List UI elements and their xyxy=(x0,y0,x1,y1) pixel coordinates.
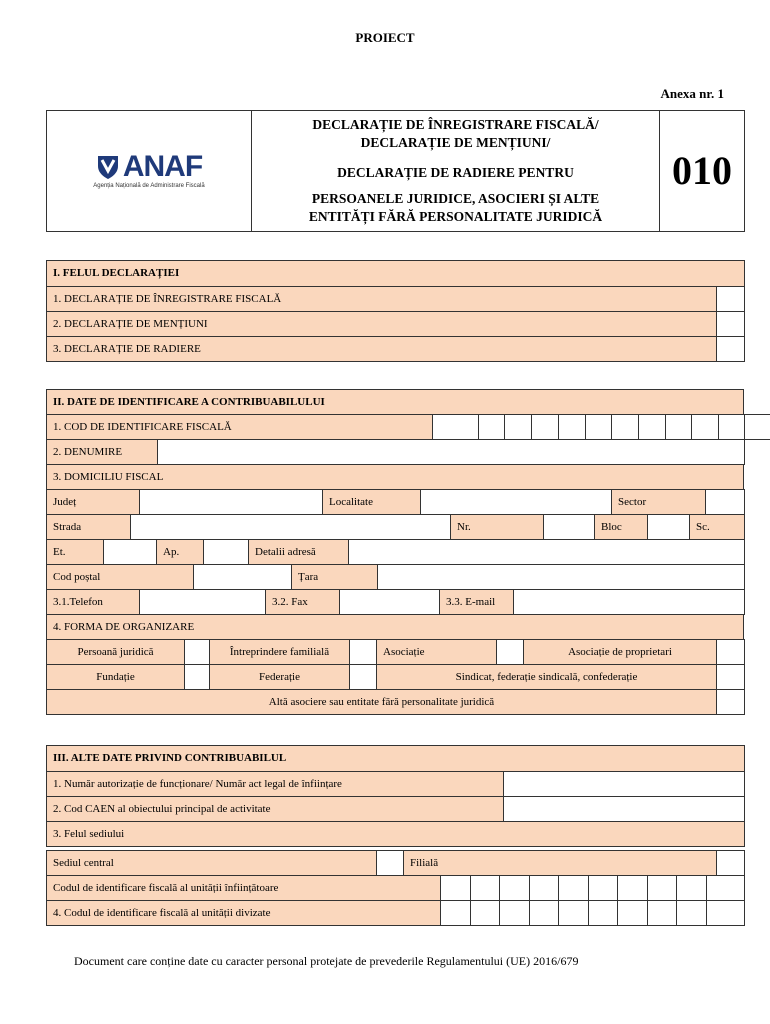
section-title: III. ALTE DATE PRIVIND CONTRIBUABILUL xyxy=(47,746,745,772)
detalii-input[interactable] xyxy=(349,540,745,565)
checkbox-mentiuni[interactable] xyxy=(717,312,745,337)
option-label: Federație xyxy=(210,665,350,690)
declaration-header xyxy=(46,110,745,232)
checkbox-sindicat[interactable] xyxy=(717,665,745,690)
cif-digit-input[interactable] xyxy=(666,415,692,440)
anaf-logo xyxy=(53,152,245,190)
cif-digit-input[interactable] xyxy=(648,876,677,901)
cif-digit-input[interactable] xyxy=(745,415,770,440)
cif-digit-input[interactable] xyxy=(441,901,471,926)
field-label: 3.2. Fax xyxy=(266,590,340,615)
section-other-data xyxy=(46,745,745,847)
judet-input[interactable] xyxy=(140,490,323,515)
cod-postal-input[interactable] xyxy=(194,565,292,590)
email-input[interactable] xyxy=(514,590,745,615)
cif-digit-input[interactable] xyxy=(677,901,707,926)
field-label: 2. Cod CAEN al obiectului principal de activitate xyxy=(47,797,504,822)
cif-digit-input[interactable] xyxy=(719,415,745,440)
checkbox-sediu-central[interactable] xyxy=(377,851,404,876)
postal-row xyxy=(46,564,745,590)
checkbox-fundatie[interactable] xyxy=(185,665,210,690)
cif-digit-input[interactable] xyxy=(648,901,677,926)
cif-digit-input[interactable] xyxy=(530,901,559,926)
ap-input[interactable] xyxy=(204,540,249,565)
field-label: 1. COD DE IDENTIFICARE FISCALĂ xyxy=(47,415,433,440)
divided-unit-row xyxy=(46,900,745,926)
section-title: II. DATE DE IDENTIFICARE A CONTRIBUABILULUI xyxy=(47,390,744,416)
localitate-input[interactable] xyxy=(421,490,612,515)
cif-digit-input[interactable] xyxy=(586,415,612,440)
logo-subtitle: Agenția Națională de Administrare Fiscală xyxy=(93,183,205,190)
checkbox-asociatie[interactable] xyxy=(497,640,524,665)
cif-digit-input[interactable] xyxy=(612,415,639,440)
sector-input[interactable] xyxy=(706,490,745,515)
option-label: Altă asociere sau entitate fără personalitate juridică xyxy=(47,690,717,715)
field-label: Țara xyxy=(292,565,378,590)
field-label: Sector xyxy=(612,490,706,515)
cif-digit-input[interactable] xyxy=(471,901,500,926)
cif-digit-input[interactable] xyxy=(479,415,505,440)
page-title: PROIECT xyxy=(355,30,415,45)
annex-label: Anexa nr. 1 xyxy=(660,86,724,101)
field-label: Cod poștal xyxy=(47,565,194,590)
field-label: 3. Felul sediului xyxy=(47,822,745,847)
field-label: 3.1.Telefon xyxy=(47,590,140,615)
cif-digit-input[interactable] xyxy=(532,415,559,440)
option-label: Persoană juridică xyxy=(47,640,185,665)
bloc-input[interactable] xyxy=(648,515,690,540)
cif-digit-input[interactable] xyxy=(707,901,745,926)
field-label: Detalii adresă xyxy=(249,540,349,565)
floor-row xyxy=(46,539,745,565)
denumire-input[interactable] xyxy=(158,440,745,465)
cif-digit-input[interactable] xyxy=(559,901,589,926)
field-label: Codul de identificare fiscală al unității înființătoare xyxy=(47,876,441,901)
decl-line: DECLARAȚIE DE ÎNREGISTRARE FISCALĂ/ xyxy=(312,117,599,132)
option-label: Sediul central xyxy=(47,851,377,876)
field-label: Et. xyxy=(47,540,104,565)
field-label: 3. DOMICILIU FISCAL xyxy=(47,465,744,490)
option-label: 2. DECLARAȚIE DE MENȚIUNI xyxy=(47,312,717,337)
street-row xyxy=(46,514,745,540)
fax-input[interactable] xyxy=(340,590,440,615)
field-label: Bloc xyxy=(595,515,648,540)
checkbox-filiala[interactable] xyxy=(717,851,745,876)
option-label: Sindicat, federație sindicală, confederație xyxy=(377,665,717,690)
cif-digit-input[interactable] xyxy=(530,876,559,901)
decl-line: DECLARAȚIE DE MENȚIUNI/ xyxy=(360,135,551,150)
cif-digit-input[interactable] xyxy=(433,415,479,440)
field-label: 4. FORMA DE ORGANIZARE xyxy=(47,615,744,640)
logo-cell xyxy=(47,111,252,232)
cif-digit-input[interactable] xyxy=(471,876,500,901)
nr-input[interactable] xyxy=(544,515,595,540)
cif-digit-input[interactable] xyxy=(500,876,530,901)
cif-digit-input[interactable] xyxy=(707,876,745,901)
cif-digit-input[interactable] xyxy=(692,415,719,440)
option-label: 1. DECLARAȚIE DE ÎNREGISTRARE FISCALĂ xyxy=(47,287,717,312)
form-code: 010 xyxy=(660,111,745,232)
checkbox-inregistrare[interactable] xyxy=(717,287,745,312)
org-form-row-3 xyxy=(46,689,745,715)
cif-digit-input[interactable] xyxy=(618,876,648,901)
headquarters-row xyxy=(46,850,745,876)
domicile-row xyxy=(46,464,744,490)
field-label: 2. DENUMIRE xyxy=(47,440,158,465)
cif-digit-input[interactable] xyxy=(639,415,666,440)
declaration-title xyxy=(252,111,660,232)
strada-input[interactable] xyxy=(131,515,451,540)
cif-digit-input[interactable] xyxy=(500,901,530,926)
option-label: Întreprindere familială xyxy=(210,640,350,665)
org-form-row-2 xyxy=(46,664,745,690)
field-label: Sc. xyxy=(690,515,745,540)
checkbox-asociatie-proprietari[interactable] xyxy=(717,640,745,665)
cif-digit-input[interactable] xyxy=(559,876,589,901)
privacy-footer: Document care conține date cu caracter personal protejate de prevederile Regulamentului (UE) 2016/679 xyxy=(74,954,579,968)
option-label: Asociație de proprietari xyxy=(524,640,717,665)
checkbox-radiere[interactable] xyxy=(717,337,745,362)
cif-digit-input[interactable] xyxy=(505,415,532,440)
autorizatie-input[interactable] xyxy=(504,772,745,797)
checkbox-alta-asociere[interactable] xyxy=(717,690,745,715)
field-label: Județ xyxy=(47,490,140,515)
cif-digit-input[interactable] xyxy=(589,876,618,901)
telefon-input[interactable] xyxy=(140,590,266,615)
county-row xyxy=(46,489,745,515)
decl-line: DECLARAȚIE DE RADIERE PENTRU xyxy=(337,165,574,180)
checkbox-intreprindere-familiala[interactable] xyxy=(350,640,377,665)
name-row xyxy=(46,439,745,465)
cif-digit-input[interactable] xyxy=(441,876,471,901)
section-title: I. FELUL DECLARAȚIEI xyxy=(47,261,745,287)
logo-text: ANAF xyxy=(122,150,203,184)
field-label: 4. Codul de identificare fiscală al unității divizate xyxy=(47,901,441,926)
option-label: Fundație xyxy=(47,665,185,690)
shield-icon xyxy=(96,154,120,180)
decl-line: ENTITĂȚI FĂRĂ PERSONALITATE JURIDICĂ xyxy=(308,209,603,224)
checkbox-federatie[interactable] xyxy=(350,665,377,690)
cif-digit-input[interactable] xyxy=(677,876,707,901)
org-form-title-row xyxy=(46,614,744,640)
option-label: Filială xyxy=(404,851,717,876)
section-identification-title xyxy=(46,389,744,416)
field-label: Strada xyxy=(47,515,131,540)
cif-digit-input[interactable] xyxy=(589,901,618,926)
caen-input[interactable] xyxy=(504,797,745,822)
founding-unit-row xyxy=(46,875,745,901)
checkbox-persoana-juridica[interactable] xyxy=(185,640,210,665)
field-label: Ap. xyxy=(157,540,204,565)
field-label: 1. Număr autorizație de funcționare/ Număr act legal de înființare xyxy=(47,772,504,797)
option-label: Asociație xyxy=(377,640,497,665)
field-label: 3.3. E-mail xyxy=(440,590,514,615)
decl-line: PERSOANELE JURIDICE, ASOCIERI ȘI ALTE xyxy=(311,191,600,206)
field-label: Localitate xyxy=(323,490,421,515)
section-declaration-type xyxy=(46,260,745,362)
contact-row xyxy=(46,589,745,615)
field-label: Nr. xyxy=(451,515,544,540)
org-form-row-1 xyxy=(46,639,745,665)
option-label: 3. DECLARAȚIE DE RADIERE xyxy=(47,337,717,362)
cif-row xyxy=(46,414,770,440)
cif-digit-input[interactable] xyxy=(618,901,648,926)
et-input[interactable] xyxy=(104,540,157,565)
cif-digit-input[interactable] xyxy=(559,415,586,440)
tara-input[interactable] xyxy=(378,565,745,590)
